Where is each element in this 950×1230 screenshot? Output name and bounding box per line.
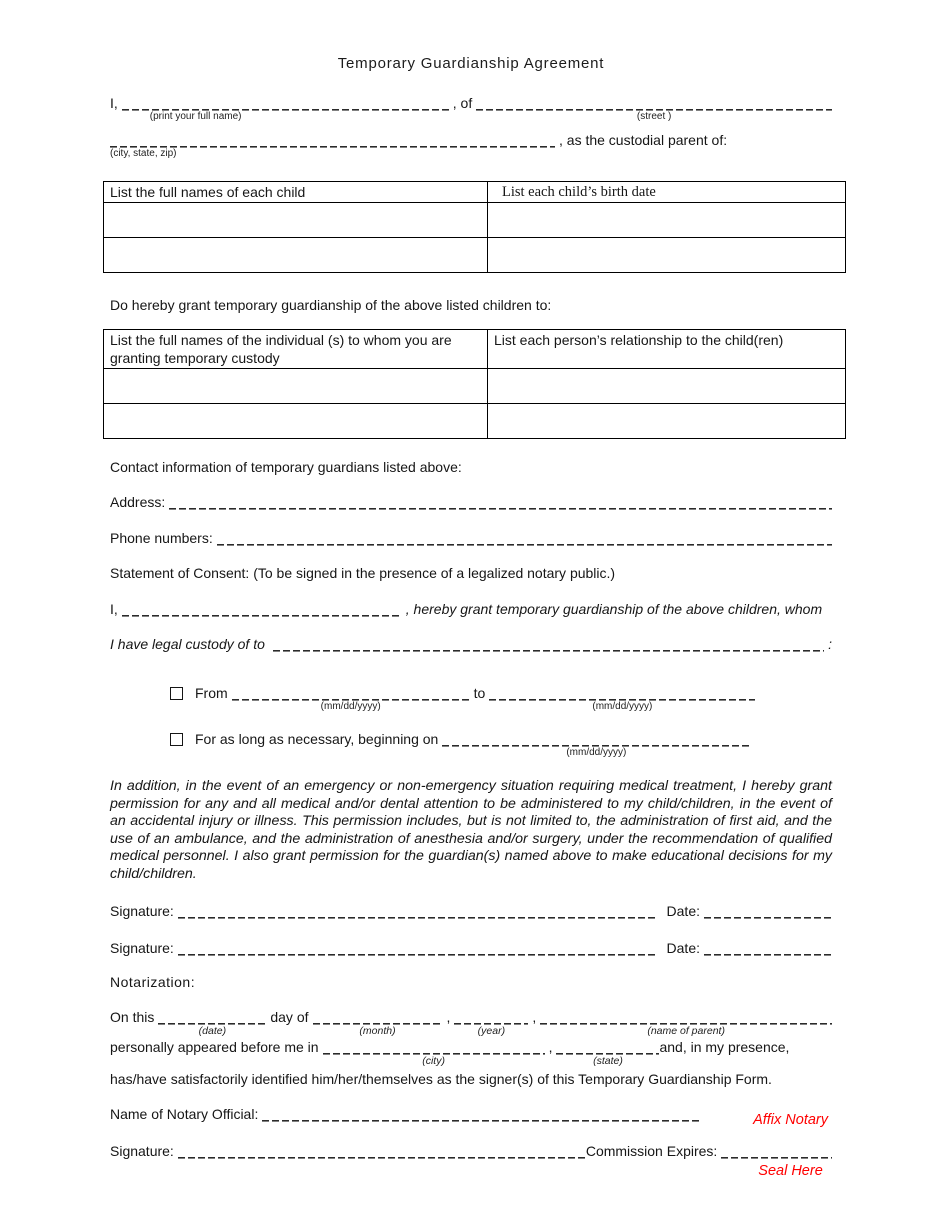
date-field — [704, 903, 832, 919]
child-name-cell[interactable] — [104, 203, 488, 238]
signature-blank[interactable] — [178, 940, 658, 956]
custodial-parent-label: , as the custodial parent of: — [559, 132, 728, 148]
consent-i-label: I, — [110, 601, 118, 617]
from-date-field — [232, 685, 470, 713]
date-label: Date: — [666, 940, 700, 956]
parent-name-hint: (name of parent) — [647, 1025, 725, 1037]
consent-custody-line — [110, 636, 832, 652]
duration-open-ended-option — [110, 731, 832, 759]
phone-field — [217, 530, 832, 546]
i-label: I, — [110, 95, 118, 111]
on-this-label: On this — [110, 1009, 155, 1025]
from-label: From — [195, 685, 228, 701]
notarization-location-line — [110, 1039, 832, 1067]
consent-parent-name-field — [122, 601, 402, 617]
consent-name-line — [110, 601, 832, 617]
address-field — [169, 494, 832, 510]
commission-expires-label: Commission Expires: — [585, 1143, 718, 1159]
notarization-heading: Notarization: — [110, 974, 196, 990]
signature-line-2 — [110, 940, 832, 956]
to-label: to — [473, 685, 486, 701]
parent-name-street-line — [110, 95, 832, 123]
date-label: Date: — [666, 903, 700, 919]
consent-parent-name-blank[interactable] — [122, 601, 402, 617]
contact-heading: Contact information of temporary guardians listed above: — [110, 459, 462, 475]
comma: , — [446, 1009, 451, 1025]
notarization-date-line — [110, 1009, 832, 1037]
notary-signature-label: Signature: — [110, 1143, 174, 1159]
signature-label: Signature: — [110, 940, 174, 956]
phone-line — [110, 530, 832, 546]
signature-field — [178, 940, 658, 956]
children-birthdate-header: List each child’s birth date — [488, 182, 846, 203]
consent-grant-text: , hereby grant temporary guardianship of the above children, whom — [405, 601, 823, 617]
parent-full-name-blank[interactable] — [122, 95, 449, 111]
city-state-zip-hint: (city, state, zip) — [110, 148, 177, 159]
phone-blank[interactable] — [217, 530, 832, 546]
children-table-row — [104, 238, 846, 273]
guardians-table-header-row — [104, 330, 846, 369]
children-names-header: List the full names of each child — [104, 182, 488, 203]
guardian-names-header: List the full names of the individual (s) to whom you are granting temporary custody — [104, 330, 488, 369]
consent-colon: : — [828, 636, 832, 652]
notary-name-blank[interactable] — [262, 1106, 702, 1122]
notary-name-line — [110, 1106, 832, 1122]
notary-month-blank[interactable] — [313, 1009, 443, 1025]
children-table — [103, 181, 846, 273]
signature-line-1 — [110, 903, 832, 919]
date-hint: (date) — [198, 1025, 227, 1037]
signature-blank[interactable] — [178, 903, 658, 919]
guardians-table — [103, 329, 846, 439]
consent-guardian-names-blank[interactable] — [273, 636, 824, 652]
guardian-relationship-cell[interactable] — [488, 369, 846, 404]
duration-from-to-option — [110, 685, 832, 713]
children-table-header-row — [104, 182, 846, 203]
child-birthdate-cell[interactable] — [488, 238, 846, 273]
city-state-zip-blank[interactable] — [110, 132, 555, 148]
children-table-row — [104, 203, 846, 238]
from-to-checkbox[interactable] — [170, 687, 183, 700]
consent-guardian-names-field — [273, 636, 824, 652]
address-blank[interactable] — [169, 494, 832, 510]
beginning-date-blank[interactable] — [442, 731, 750, 747]
guardian-relationship-cell[interactable] — [488, 404, 846, 439]
guardians-table-row — [104, 369, 846, 404]
seal-note-line-1: Affix Notary — [753, 1112, 828, 1128]
notary-city-field — [323, 1039, 545, 1067]
presence-label: and, in my presence, — [659, 1039, 790, 1055]
child-birthdate-cell[interactable] — [488, 203, 846, 238]
phone-label: Phone numbers: — [110, 530, 213, 546]
signature-label: Signature: — [110, 903, 174, 919]
day-of-label: day of — [270, 1009, 309, 1025]
notary-name-label: Name of Notary Official: — [110, 1106, 259, 1122]
date-blank[interactable] — [704, 903, 832, 919]
address-line — [110, 494, 832, 510]
notary-signature-line — [110, 1143, 832, 1159]
identified-statement: has/have satisfactorily identified him/her/themselves as the signer(s) of this Temporary Guardianship Form. — [110, 1071, 772, 1087]
signature-field — [178, 903, 658, 919]
from-date-blank[interactable] — [232, 685, 470, 701]
month-hint: (month) — [359, 1025, 396, 1037]
street-blank[interactable] — [476, 95, 832, 111]
notary-parent-name-blank[interactable] — [540, 1009, 832, 1025]
notary-state-blank[interactable] — [556, 1039, 659, 1055]
notary-year-blank[interactable] — [454, 1009, 528, 1025]
notary-signature-blank[interactable] — [178, 1143, 586, 1159]
to-date-field — [489, 685, 755, 713]
print-name-hint: (print your full name) — [149, 111, 242, 122]
as-long-as-necessary-label: For as long as necessary, beginning on — [195, 731, 439, 747]
appeared-label: personally appeared before me in — [110, 1039, 319, 1055]
seal-note-line-2: Seal Here — [758, 1163, 823, 1179]
date-field — [704, 940, 832, 956]
beginning-date-format-hint: (mm/dd/yyyy) — [566, 747, 627, 758]
consent-custody-text: I have legal custody of to — [110, 636, 269, 652]
notary-date-field — [158, 1009, 266, 1037]
comma: , — [548, 1039, 553, 1055]
notary-signature-field — [178, 1143, 586, 1159]
city-hint: (city) — [422, 1055, 445, 1067]
grant-statement: Do hereby grant temporary guardianship of the above listed children to: — [110, 297, 552, 313]
medical-permission-paragraph: In addition, in the event of an emergency or non-emergency situation requiring medical treatment, I hereby grant permission for any and all medical and/or dental attention to be administered to my child/children, in the event of an accidental injury or illness. This permission includes, but is not limited to, the administration of first aid, and the use of an ambulance, and the administration of anesthesia and/or surgery, under the recommendation of qualified medical personnel. I also grant permission for the guardian(s) named above to make educational decisions for my child/children. — [110, 778, 832, 882]
notary-city-blank[interactable] — [323, 1039, 545, 1055]
guardians-table-row — [104, 404, 846, 439]
of-label: , of — [452, 95, 473, 111]
date-blank[interactable] — [704, 940, 832, 956]
notary-parent-name-field — [540, 1009, 832, 1037]
child-name-cell[interactable] — [104, 238, 488, 273]
street-field — [476, 95, 832, 123]
notary-month-field — [313, 1009, 443, 1037]
notary-name-field — [262, 1106, 702, 1122]
beginning-date-field — [442, 731, 750, 759]
year-hint: (year) — [477, 1025, 506, 1037]
guardian-relationship-header: List each person’s relationship to the child(ren) — [488, 330, 846, 369]
as-long-as-necessary-checkbox[interactable] — [170, 733, 183, 746]
parent-full-name-field — [122, 95, 449, 123]
guardian-name-cell[interactable] — [104, 404, 488, 439]
page-title: Temporary Guardianship Agreement — [337, 55, 605, 72]
consent-heading: Statement of Consent: (To be signed in the presence of a legalized notary public.) — [110, 565, 616, 581]
affix-notary-seal-note — [753, 1078, 828, 1214]
comma: , — [532, 1009, 537, 1025]
guardian-name-cell[interactable] — [104, 369, 488, 404]
to-date-format-hint: (mm/dd/yyyy) — [592, 701, 653, 712]
notary-date-blank[interactable] — [158, 1009, 266, 1025]
state-hint: (state) — [593, 1055, 623, 1067]
city-state-line — [110, 132, 832, 160]
address-label: Address: — [110, 494, 166, 510]
to-date-blank[interactable] — [489, 685, 755, 701]
notary-year-field — [454, 1009, 528, 1037]
city-state-zip-field — [110, 132, 555, 160]
from-date-format-hint: (mm/dd/yyyy) — [320, 701, 381, 712]
notary-state-field — [556, 1039, 659, 1067]
street-hint: (street ) — [636, 111, 672, 122]
